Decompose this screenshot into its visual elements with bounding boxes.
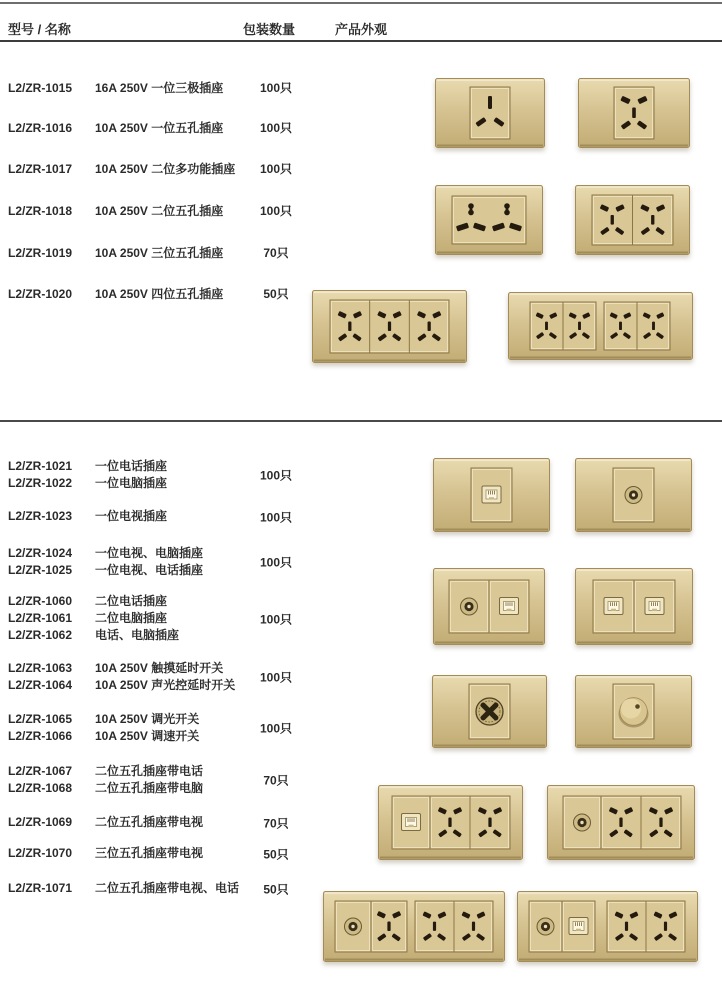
table-row-group xyxy=(8,711,308,745)
table-row-group xyxy=(8,458,308,492)
name-cell: 一位电话插座 xyxy=(95,459,168,473)
qty-cell: 100只 xyxy=(259,670,293,685)
header-underline xyxy=(0,40,722,42)
model-cell: L2/ZR-1061 xyxy=(8,611,73,625)
product-image-1021-1022 xyxy=(433,458,550,532)
product-image-1067-1068 xyxy=(378,785,523,860)
name-cell: 二位五孔插座带电话 xyxy=(95,764,204,778)
name-cell: 10A 250V 声光控延时开关 xyxy=(95,678,236,692)
table-row-group xyxy=(8,814,308,831)
table-row-group xyxy=(8,880,308,897)
table-row xyxy=(8,120,348,136)
model-cell: L2/ZR-1066 xyxy=(8,729,73,743)
table-row xyxy=(8,80,348,96)
model-cell: L2/ZR-1016 xyxy=(8,121,73,135)
model-cell: L2/ZR-1060 xyxy=(8,594,73,608)
product-image-1069 xyxy=(547,785,695,860)
model-cell: L2/ZR-1024 xyxy=(8,546,73,560)
name-cell: 二位电脑插座 xyxy=(95,611,168,625)
table-row xyxy=(8,161,348,177)
name-cell: 10A 250V 三位五孔插座 xyxy=(95,246,224,260)
table-row xyxy=(8,593,308,610)
model-cell: L2/ZR-1069 xyxy=(8,815,73,829)
name-cell: 二位五孔插座带电视 xyxy=(95,815,204,829)
table-row-group xyxy=(8,845,308,862)
name-cell: 一位电视插座 xyxy=(95,509,168,523)
column-header-qty: 包装数量 xyxy=(243,22,296,37)
qty-cell: 70只 xyxy=(263,816,289,830)
qty-cell: 100只 xyxy=(259,204,293,218)
product-image-1063-1064 xyxy=(432,675,547,748)
model-cell: L2/ZR-1065 xyxy=(8,712,73,726)
qty-cell: 100只 xyxy=(259,721,293,736)
name-cell: 二位五孔插座带电视、电话 xyxy=(95,881,240,895)
qty-cell: 50只 xyxy=(263,287,289,301)
column-header-model-name: 型号 / 名称 xyxy=(8,22,71,37)
name-cell: 一位电脑插座 xyxy=(95,476,168,490)
product-image-1020 xyxy=(508,292,693,360)
name-cell: 10A 250V 一位五孔插座 xyxy=(95,121,224,135)
name-cell: 一位电视、电脑插座 xyxy=(95,546,204,560)
name-cell: 10A 250V 调速开关 xyxy=(95,729,200,743)
product-image-1017 xyxy=(435,185,543,255)
qty-cell: 100只 xyxy=(259,121,293,135)
model-cell: L2/ZR-1068 xyxy=(8,781,73,795)
model-cell: L2/ZR-1020 xyxy=(8,287,73,301)
product-image-1065-1066 xyxy=(575,675,692,748)
product-image-1019 xyxy=(312,290,467,363)
product-image-1060-1062 xyxy=(575,568,693,645)
model-cell: L2/ZR-1064 xyxy=(8,678,73,692)
name-cell: 16A 250V 一位三极插座 xyxy=(95,81,224,95)
qty-cell: 70只 xyxy=(263,773,289,788)
qty-cell: 50只 xyxy=(263,847,289,861)
name-cell: 10A 250V 四位五孔插座 xyxy=(95,287,224,301)
product-image-1015 xyxy=(435,78,545,148)
product-image-1018 xyxy=(575,185,690,255)
product-image-1070 xyxy=(323,891,505,962)
product-image-1024-1025 xyxy=(433,568,545,645)
qty-cell: 70只 xyxy=(263,246,289,260)
name-cell: 二位电话插座 xyxy=(95,594,168,608)
name-cell: 10A 250V 触摸延时开关 xyxy=(95,661,224,675)
column-header-appearance: 产品外观 xyxy=(335,22,388,37)
model-cell: L2/ZR-1062 xyxy=(8,628,73,642)
product-image-1016 xyxy=(578,78,690,148)
qty-cell: 100只 xyxy=(259,612,293,626)
model-cell: L2/ZR-1018 xyxy=(8,204,73,218)
model-cell: L2/ZR-1067 xyxy=(8,764,73,778)
model-cell: L2/ZR-1017 xyxy=(8,162,73,176)
table-row xyxy=(8,245,348,261)
table-row-group xyxy=(8,593,308,644)
table-row xyxy=(8,286,348,302)
table-row-group xyxy=(8,763,308,797)
model-cell: L2/ZR-1015 xyxy=(8,81,73,95)
model-cell: L2/ZR-1023 xyxy=(8,509,73,523)
qty-cell: 50只 xyxy=(263,882,289,896)
name-cell: 一位电视、电话插座 xyxy=(95,563,204,577)
name-cell: 10A 250V 二位五孔插座 xyxy=(95,204,224,218)
model-cell: L2/ZR-1025 xyxy=(8,563,73,577)
model-cell: L2/ZR-1063 xyxy=(8,661,73,675)
name-cell: 10A 250V 二位多功能插座 xyxy=(95,162,236,176)
qty-cell: 100只 xyxy=(259,510,293,524)
table-row-group xyxy=(8,660,308,694)
qty-cell: 100只 xyxy=(259,81,293,95)
name-cell: 电话、电脑插座 xyxy=(95,628,180,642)
name-cell: 10A 250V 调光开关 xyxy=(95,712,200,726)
model-cell: L2/ZR-1022 xyxy=(8,476,73,490)
model-cell: L2/ZR-1070 xyxy=(8,846,73,860)
qty-cell: 100只 xyxy=(259,468,293,483)
top-rule xyxy=(0,2,722,4)
qty-cell: 100只 xyxy=(259,162,293,176)
model-cell: L2/ZR-1021 xyxy=(8,459,73,473)
section-divider-rule xyxy=(0,420,722,422)
model-cell: L2/ZR-1071 xyxy=(8,881,73,895)
product-image-1071 xyxy=(517,891,698,962)
name-cell: 三位五孔插座带电视 xyxy=(95,846,204,860)
qty-cell: 100只 xyxy=(259,555,293,570)
table-row xyxy=(8,627,308,644)
table-row-group xyxy=(8,508,308,525)
table-row xyxy=(8,203,348,219)
name-cell: 二位五孔插座带电脑 xyxy=(95,781,204,795)
product-image-1023 xyxy=(575,458,692,532)
table-row-group xyxy=(8,545,308,579)
model-cell: L2/ZR-1019 xyxy=(8,246,73,260)
